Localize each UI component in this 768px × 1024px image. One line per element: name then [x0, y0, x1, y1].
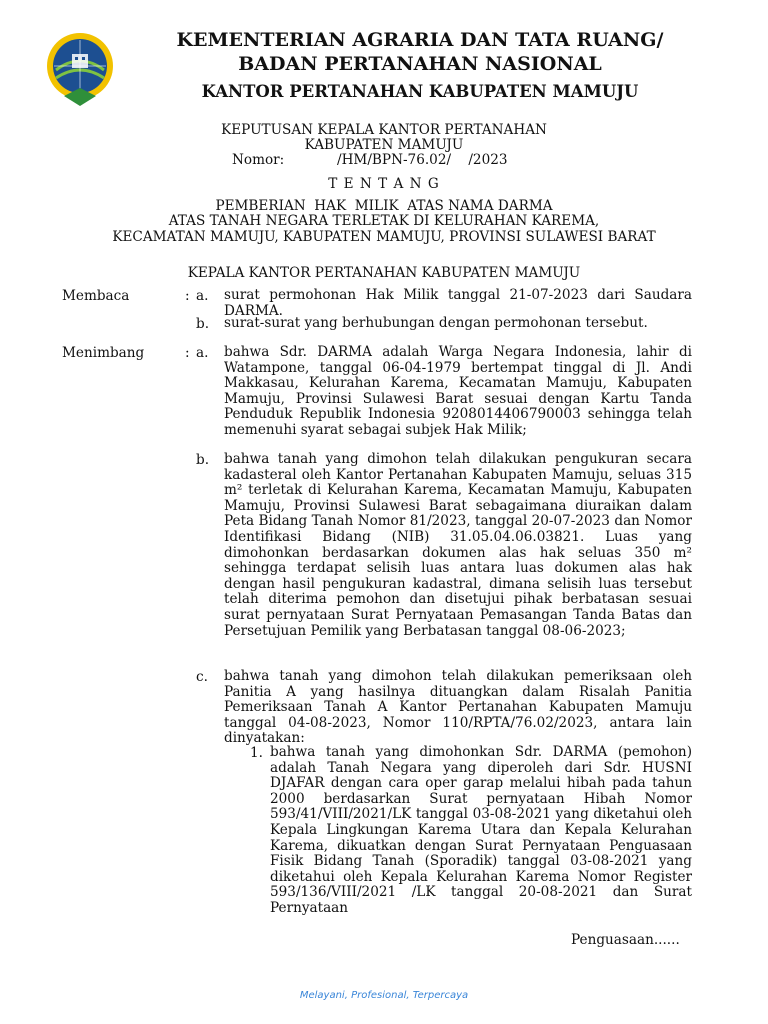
menimbang-colon: : — [185, 345, 190, 361]
menimbang-c-marker: c. — [196, 669, 208, 685]
membaca-a-marker: a. — [196, 288, 209, 304]
ministry-line-1: KEMENTERIAN AGRARIA DAN TATA RUANG/ — [176, 29, 664, 51]
membaca-b-text: surat-surat yang berhubungan dengan permohonan tersebut. — [224, 315, 648, 331]
menimbang-b-marker: b. — [196, 452, 210, 468]
continuation-text: Penguasaan...... — [571, 932, 680, 948]
menimbang-c1-marker: 1. — [250, 745, 263, 761]
menimbang-a-marker: a. — [196, 345, 209, 361]
subject-line-3: KECAMATAN MAMUJU, KABUPATEN MAMUJU, PROVINSI SULAWESI BARAT — [112, 229, 656, 245]
issuer-heading: KEPALA KANTOR PERTANAHAN KABUPATEN MAMUJU — [187, 265, 581, 281]
subject-line-1: PEMBERIAN HAK MILIK ATAS NAMA DARMA — [215, 198, 553, 214]
menimbang-b-text: bahwa tanah yang dimohon telah dilakukan pengukuran secara kadasteral oleh Kantor Pertanahan Kabupaten Mamuju, seluas 315 m² terletak di Kelurahan Karema, Kecamatan Mamuju, Kabupaten Mamuju, Provinsi Sulawesi Barat sebagaimana diuraikan dalam Peta Bidang Tanah Nomor 81/2023, tanggal 20-07-2023 dan Nomor Identifikasi Bidang (NIB) 31.05.04.06.03821. Luas yang dimohonkan berdasarkan dokumen alas hak seluas 350 m² sehingga terdapat selisih luas antara luas dokumen alas hak dengan hasil pengukuran kadastral, dimana selisih luas tersebut telah diterima pemohon dan disetujui pihak berbatasan sesuai surat pernyataan Surat Pernyataan Pemasangan Tanda Batas dan Persetujuan Pemilik yang Berbatasan tanggal 08-06-2023; — [224, 451, 692, 639]
menimbang-label: Menimbang — [62, 345, 145, 361]
bpn-logo — [44, 30, 116, 110]
nomor-value: /HM/BPN-76.02/ /2023 — [337, 152, 508, 168]
membaca-colon: : — [185, 288, 190, 304]
decree-line-1: KEPUTUSAN KEPALA KANTOR PERTANAHAN — [221, 122, 547, 138]
membaca-a-text: surat permohonan Hak Milik tanggal 21-07-2023 dari Saudara DARMA. — [224, 287, 692, 319]
footer-motto: Melayani, Profesional, Terpercaya — [299, 990, 469, 1001]
office-title: KANTOR PERTANAHAN KABUPATEN MAMUJU — [201, 82, 639, 101]
decree-line-2: KABUPATEN MAMUJU — [304, 137, 464, 153]
membaca-label: Membaca — [62, 288, 130, 304]
nomor-label: Nomor: — [232, 152, 285, 168]
menimbang-c-text: bahwa tanah yang dimohon telah dilakukan pemeriksaan oleh Panitia A yang hasilnya dituangkan dalam Risalah Panitia Pemeriksaan Tanah A Kantor Pertanahan Kabupaten Mamuju tanggal 04-08-2023, Nomor 110/RPTA/76.02/2023, antara lain dinyatakan: — [224, 668, 692, 747]
ministry-line-2: BADAN PERTANAHAN NASIONAL — [238, 53, 602, 75]
tentang-heading: T E N T A N G — [328, 176, 440, 192]
membaca-b-marker: b. — [196, 316, 210, 332]
subject-line-2: ATAS TANAH NEGARA TERLETAK DI KELURAHAN KAREMA, — [168, 213, 600, 229]
menimbang-a-text: bahwa Sdr. DARMA adalah Warga Negara Indonesia, lahir di Watampone, tanggal 06-04-1979 bertempat tinggal di Jl. Andi Makkasau, Kelurahan Karema, Kecamatan Mamuju, Kabupaten Mamuju, Provinsi Sulawesi Barat sesuai dengan Kartu Tanda Penduduk Republik Indonesia 9208014406790003 sehingga telah memenuhi syarat sebagai subjek Hak Milik; — [224, 344, 692, 438]
menimbang-c1-text: bahwa tanah yang dimohonkan Sdr. DARMA (pemohon) adalah Tanah Negara yang diperoleh dari Sdr. HUSNI DJAFAR dengan cara oper garap melalui hibah pada tahun 2000 berdasarkan Surat pernyataan Hibah Nomor 593/41/VIII/2021/LK tanggal 03-08-2021 yang diketahui oleh Kepala Lingkungan Karema Utara dan Kepala Kelurahan Karema, dikuatkan dengan Surat Pernyataan Penguasaan Fisik Bidang Tanah (Sporadik) tanggal 03-08-2021 yang diketahui oleh Kepala Kelurahan Karema Nomor Register 593/136/VIII/2021 /LK tanggal 20-08-2021 dan Surat Pernyataan — [270, 744, 692, 916]
ministry-title — [130, 28, 710, 76]
